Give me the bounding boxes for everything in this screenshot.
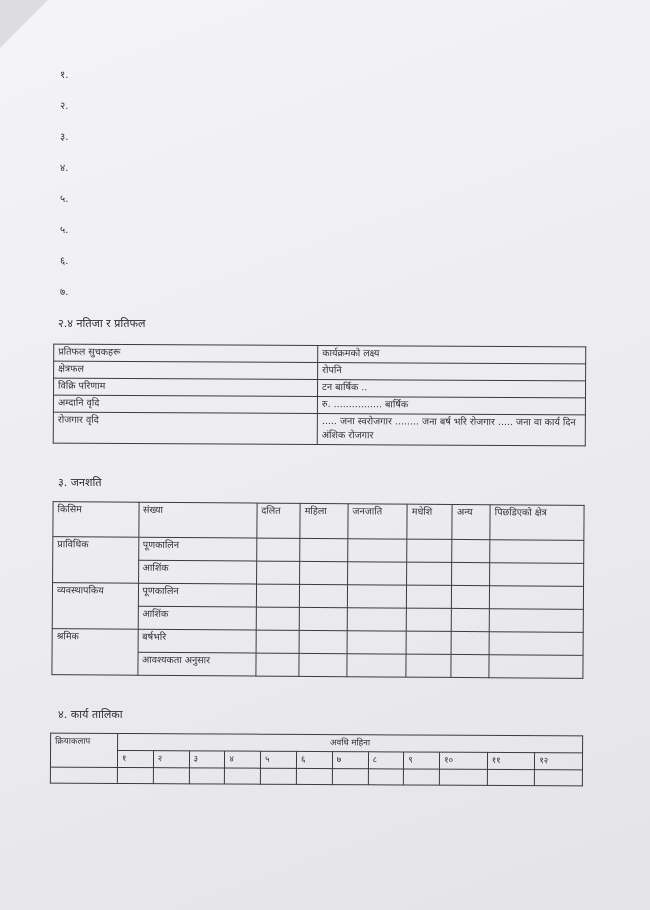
empty-cell xyxy=(489,586,583,610)
row-type-cell: श्रमिक xyxy=(52,629,138,676)
month-cell: ८ xyxy=(368,752,404,769)
schedule-heading: ४. कार्य तालिका xyxy=(58,708,123,721)
column-header: महिला xyxy=(300,503,348,538)
empty-cell xyxy=(299,607,347,630)
column-header: संख्या xyxy=(138,502,256,538)
month-cell: १२ xyxy=(535,753,583,770)
empty-cell xyxy=(406,608,451,631)
table-cell: प्रतिफल सुचकहरू xyxy=(54,344,318,362)
empty-cell xyxy=(452,585,490,608)
list-item: ५. xyxy=(60,194,69,205)
table-cell: रु. ................ बार्षिक xyxy=(317,396,585,414)
empty-cell xyxy=(452,562,490,585)
month-cell: २ xyxy=(153,751,189,768)
row-sub-cell: आशिंक xyxy=(138,606,256,630)
table-cell: रोजगार वृदि xyxy=(53,412,317,444)
table-cell: विक्रि परिणाम xyxy=(53,378,317,396)
empty-cell xyxy=(50,767,117,783)
list-item: ३. xyxy=(60,132,69,143)
results-heading: २.४ नतिजा र प्रतिफल xyxy=(58,317,146,330)
table-cell: कार्यक्रमको लक्ष्य xyxy=(318,345,586,363)
table-cell: रोपनि xyxy=(318,362,586,380)
table-cell: ..... जना स्वरोजगार ........ जना बर्ष भरि रोजगार ..... जना वा कार्य दिन अंशिक रोजगार xyxy=(317,413,585,445)
schedule-table xyxy=(50,733,583,787)
empty-cell xyxy=(261,768,297,784)
empty-cell xyxy=(256,630,300,653)
empty-cell xyxy=(487,769,535,785)
table-row xyxy=(53,412,585,446)
empty-cell xyxy=(256,653,300,676)
list-item: ४. xyxy=(60,163,69,174)
empty-cell xyxy=(407,562,452,585)
empty-cell xyxy=(300,561,348,584)
month-cell: १० xyxy=(440,752,488,769)
empty-cell xyxy=(440,769,488,785)
empty-cell xyxy=(451,654,489,677)
manpower-heading: ३. जनशति xyxy=(58,476,102,489)
empty-cell xyxy=(404,769,440,785)
manpower-table xyxy=(51,501,584,679)
empty-cell xyxy=(489,632,583,656)
empty-cell xyxy=(406,654,451,677)
table-row xyxy=(52,629,583,656)
empty-cell xyxy=(300,584,348,607)
column-header: पिछडिएको क्षेत्र xyxy=(490,505,584,541)
table-row xyxy=(50,767,582,786)
empty-cell xyxy=(535,770,583,786)
row-sub-cell: आवश्यकता अनुसार xyxy=(137,652,255,676)
month-cell: ४ xyxy=(225,751,261,768)
period-header: अवधि महिना xyxy=(118,733,583,752)
empty-cell xyxy=(490,540,584,564)
list-item: ७. xyxy=(60,287,69,298)
list-item: ६. xyxy=(60,256,69,267)
row-type-cell: प्राविधिक xyxy=(53,537,139,584)
empty-cell xyxy=(347,585,407,608)
empty-cell xyxy=(117,767,153,783)
empty-cell xyxy=(490,563,584,587)
empty-cell xyxy=(451,631,489,654)
empty-cell xyxy=(332,769,368,785)
empty-cell xyxy=(347,608,407,631)
table-cell: अम्दानि वृदि xyxy=(53,395,317,413)
month-cell: ३ xyxy=(189,751,225,768)
empty-cell xyxy=(299,630,347,653)
empty-cell xyxy=(452,608,490,631)
column-header: जनजाति xyxy=(348,504,408,539)
empty-cell xyxy=(407,585,452,608)
empty-cell xyxy=(347,562,407,585)
month-cell: ५ xyxy=(261,751,297,768)
column-header: मधेशि xyxy=(407,504,452,539)
empty-cell xyxy=(256,584,300,607)
list-item: २. xyxy=(60,101,69,112)
empty-cell xyxy=(452,539,490,562)
row-sub-cell: पूणकालिन xyxy=(138,583,256,607)
month-cell: ११ xyxy=(487,752,535,769)
table-cell: क्षेत्रफल xyxy=(54,361,318,379)
empty-cell xyxy=(299,653,347,676)
list-item: १. xyxy=(60,70,69,81)
table-row xyxy=(53,537,584,564)
month-cell: १ xyxy=(117,750,153,767)
row-type-cell: व्यवस्थापकिय xyxy=(52,583,138,630)
empty-cell xyxy=(489,609,583,633)
numbered-list xyxy=(60,70,68,318)
activity-header: क्रियाकलाप xyxy=(50,733,117,767)
empty-cell xyxy=(347,631,407,654)
empty-cell xyxy=(256,538,300,561)
empty-cell xyxy=(347,654,407,677)
empty-cell xyxy=(153,768,189,784)
table-row xyxy=(52,583,583,610)
month-cell: ७ xyxy=(332,752,368,769)
folded-corner xyxy=(0,0,48,48)
empty-cell xyxy=(489,655,583,679)
empty-cell xyxy=(368,769,404,785)
row-sub-cell: बर्षभरि xyxy=(138,629,256,653)
empty-cell xyxy=(406,631,451,654)
empty-cell xyxy=(189,768,225,784)
month-cell: ९ xyxy=(404,752,440,769)
table-cell: टन बार्षिक .. xyxy=(317,379,585,397)
column-header: दलित xyxy=(257,503,301,538)
empty-cell xyxy=(256,561,300,584)
empty-cell xyxy=(407,539,452,562)
header-row xyxy=(53,502,584,541)
row-sub-cell: आशिंक xyxy=(138,560,256,584)
row-sub-cell: पूणकालिन xyxy=(138,537,256,561)
empty-cell xyxy=(348,539,408,562)
results-table xyxy=(53,344,587,447)
empty-cell xyxy=(300,538,348,561)
column-header: किसिम xyxy=(53,502,139,538)
empty-cell xyxy=(296,768,332,784)
empty-cell xyxy=(256,607,300,630)
list-item: ५. xyxy=(60,225,69,236)
month-cell: ६ xyxy=(296,751,332,768)
empty-cell xyxy=(225,768,261,784)
column-header: अन्य xyxy=(452,504,490,539)
